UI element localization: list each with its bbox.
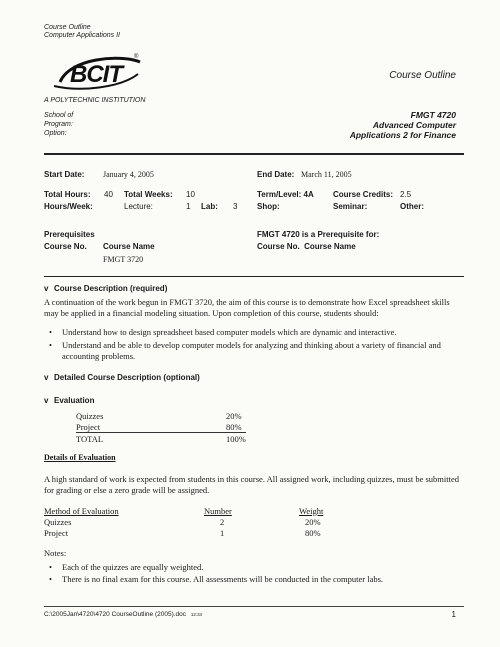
evaluation-value: 80% xyxy=(226,421,246,433)
prereq-course-name-header: Course Name xyxy=(103,242,155,251)
footer-file-path xyxy=(44,611,202,618)
course-heading xyxy=(350,110,456,140)
shop-label: Shop: xyxy=(257,202,280,211)
bcit-logo xyxy=(50,52,146,94)
number-cell: 1 xyxy=(220,527,225,538)
divider xyxy=(44,153,464,155)
end-date-label: End Date: xyxy=(257,170,295,179)
prereq-for-columns: Course No. Course Name xyxy=(257,242,356,251)
outcome-item: • Understand how to design spreadsheet based computer models which are dynamic and interactive. xyxy=(44,327,464,338)
prereq-course-item: FMGT 3720 xyxy=(103,255,144,264)
detailed-description-heading xyxy=(44,373,200,382)
logo-registered-mark: ® xyxy=(134,54,139,60)
course-code: FMGT 4720 xyxy=(410,110,456,120)
page-number: 1 xyxy=(451,610,456,619)
running-header-subtitle: Computer Applications II xyxy=(44,32,120,39)
document-title: Course Outline xyxy=(389,70,456,81)
course-credits-label: Course Credits: xyxy=(333,190,394,199)
course-description-title: Course Description (required) xyxy=(54,284,168,293)
hours-week-label: Hours/Week: xyxy=(44,202,93,211)
running-header-title: Course Outline xyxy=(44,24,91,31)
method-table-row xyxy=(44,527,323,538)
course-title-line2: Applications 2 for Finance xyxy=(349,130,456,140)
evaluation-summary xyxy=(76,410,246,444)
method-table-row xyxy=(44,516,323,527)
school-label: School of xyxy=(44,112,74,119)
running-header xyxy=(44,24,120,40)
school-program-block xyxy=(44,111,73,138)
footer-divider xyxy=(44,606,464,607)
evaluation-row xyxy=(76,410,246,421)
evaluation-heading xyxy=(44,396,94,405)
details-of-evaluation-body: A high standard of work is expected from students in this course. All assigned work, including quizzes, must be submitted for grading or else a zero grade will be assigned. xyxy=(44,474,460,495)
footer-path-text: C:\2005Jan\4720\4720 CourseOutline (2005).doc xyxy=(44,611,187,618)
course-credits-value: 2.5 xyxy=(400,190,412,199)
note-item: • There is no final exam for this course. All assessments will be conducted in the computer labs. xyxy=(44,573,464,585)
end-date-value: March 11, 2005 xyxy=(301,170,352,179)
lab-value: 3 xyxy=(233,202,238,211)
detailed-description-title: Detailed Course Description (optional) xyxy=(54,373,200,382)
evaluation-label: Quizzes xyxy=(76,410,104,421)
total-hours-value: 40 xyxy=(104,190,113,199)
evaluation-title: Evaluation xyxy=(54,396,95,405)
course-description-heading xyxy=(44,284,167,293)
start-date-value: January 4, 2005 xyxy=(103,170,154,179)
prereq-course-no-header: Course No. xyxy=(44,242,87,251)
details-of-evaluation-heading: Details of Evaluation xyxy=(44,453,116,462)
number-cell: 2 xyxy=(220,516,225,527)
lab-label: Lab: xyxy=(201,202,218,211)
seminar-label: Seminar: xyxy=(333,202,368,211)
program-label: Program: xyxy=(44,121,73,128)
learning-outcomes xyxy=(44,327,464,362)
weight-cell: 80% xyxy=(305,527,321,538)
notes-heading: Notes: xyxy=(44,548,67,558)
section-marker: v xyxy=(44,284,49,293)
weight-column-header: Weight xyxy=(299,505,324,516)
term-level-label: Term/Level: 4A xyxy=(257,190,314,199)
course-title-line1: Advanced Computer xyxy=(372,120,456,130)
divider xyxy=(44,276,464,277)
evaluation-row xyxy=(76,433,246,445)
outcome-item: • Understand and be able to develop computer models for analyzing and thinking about a variety of financial and accounting problems. xyxy=(44,340,464,362)
course-description-body: A continuation of the work begun in FMGT 3720, the aim of this course is to demonstrate how Excel spreadsheet skills may be applied in a financial modeling situation. Upon completion of this course, students should: xyxy=(44,297,450,318)
footer-time: 12:34 xyxy=(190,612,203,617)
method-cell: Project xyxy=(44,527,69,538)
weight-cell: 20% xyxy=(305,516,321,527)
logo-wordmark: BCIT xyxy=(70,61,122,88)
method-cell: Quizzes xyxy=(44,516,72,527)
evaluation-label: Project xyxy=(76,421,226,433)
other-label: Other: xyxy=(400,202,424,211)
option-label: Option: xyxy=(44,130,67,137)
note-item: • Each of the quizzes are equally weighted. xyxy=(44,561,464,573)
evaluation-method-table xyxy=(44,505,323,538)
method-column-header: Method of Evaluation xyxy=(44,505,119,516)
evaluation-label: TOTAL xyxy=(76,433,104,444)
logo-tagline: A POLYTECHNIC INSTITUTION xyxy=(44,97,146,104)
notes-list xyxy=(44,561,464,585)
lecture-label: Lecture: xyxy=(124,202,153,211)
total-hours-label: Total Hours: xyxy=(44,190,91,199)
evaluation-value: 20% xyxy=(226,410,242,421)
method-table-header xyxy=(44,505,323,516)
evaluation-row xyxy=(76,421,246,433)
section-marker: v xyxy=(44,373,49,382)
evaluation-value: 100% xyxy=(226,433,246,444)
total-weeks-label: Total Weeks: xyxy=(124,190,173,199)
total-weeks-value: 10 xyxy=(186,190,195,199)
number-column-header: Number xyxy=(204,505,232,516)
lecture-value: 1 xyxy=(186,202,191,211)
prereq-for-heading: FMGT 4720 is a Prerequisite for: xyxy=(257,230,380,239)
start-date-label: Start Date: xyxy=(44,170,85,179)
section-marker: v xyxy=(44,396,49,405)
prerequisites-heading: Prerequisites xyxy=(44,230,95,239)
